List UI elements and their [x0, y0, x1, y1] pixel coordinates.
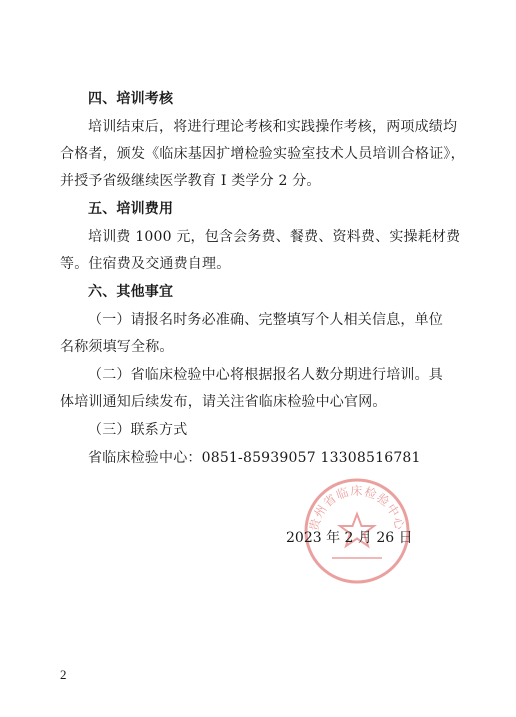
page-number: 2 — [60, 667, 67, 682]
contact-info: 省临床检验中心：0851-85939057 13308516781 — [88, 450, 421, 466]
document-date: 2023 年 2 月 26 日 — [286, 530, 413, 546]
section-heading-other-matters: 六、其他事宜 — [88, 284, 174, 300]
assessment-paragraph-line-1: 培训结束后，将进行理论考核和实践操作考核，两项成绩均 — [88, 119, 458, 135]
assessment-paragraph-line-3: 并授予省级继续医学教育 I 类学分 2 分。 — [60, 173, 321, 189]
assessment-paragraph-line-2: 合格者，颁发《临床基因扩增检验实验室技术人员培训合格证》， — [60, 146, 465, 162]
other-item-1-line-2: 名称须填写全称。 — [60, 339, 174, 355]
section-heading-assessment: 四、培训考核 — [88, 91, 174, 107]
other-item-1-line-1: （一）请报名时务必准确、完整填写个人相关信息，单位 — [88, 312, 443, 328]
fees-paragraph-line-1: 培训费 1000 元，包含会务费、餐费、资料费、实操耗材费 — [88, 229, 461, 245]
other-item-3-title: （三）联系方式 — [88, 422, 188, 438]
section-heading-fees: 五、培训费用 — [88, 201, 174, 217]
seal-text: 贵州省临床检验中心 — [306, 483, 408, 533]
other-item-2-line-2: 体培训通知后续发布，请关注省临床检验中心官网。 — [60, 394, 387, 410]
other-item-2-line-1: （二）省临床检验中心将根据报名人数分期进行培训。具 — [88, 367, 443, 383]
fees-paragraph-line-2: 等。住宿费及交通费自理。 — [60, 256, 231, 272]
svg-text:贵州省临床检验中心 — [306, 483, 407, 532]
